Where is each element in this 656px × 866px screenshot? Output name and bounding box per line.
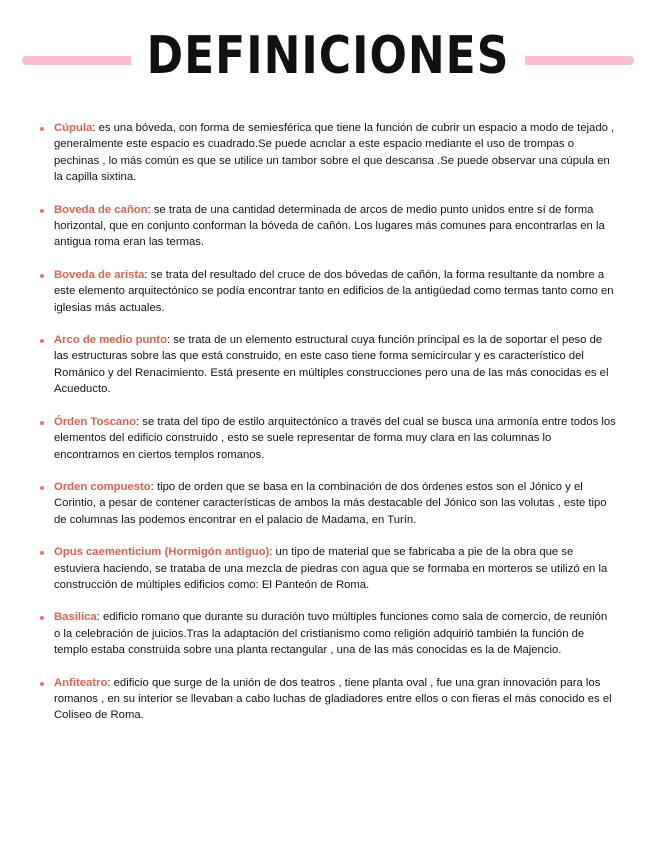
definition-text (54, 479, 616, 528)
bullet-icon (40, 682, 44, 686)
definition-term: Anfiteatro (54, 676, 108, 689)
page-title-wrap (0, 26, 656, 87)
bullet-icon (40, 127, 44, 131)
bullet-icon (40, 486, 44, 490)
definition-text (54, 332, 616, 398)
definition-term: Órden Toscano (54, 415, 137, 428)
definition-term: Boveda de arista (54, 268, 145, 281)
definition-term: Basilica (54, 611, 97, 624)
definition-entry (40, 332, 616, 398)
definition-body: : se trata del tipo de estilo arquitectónico a través del cual se busca una armonía entre todos los elementos del edificio construido , esto se suele representar de forma muy clara en las columnas lo encontramos en ciertos templos romanos. (54, 415, 616, 461)
definition-body: : es una bóveda, con forma de semiesférica que tiene la función de cubrir un espacio a modo de tejado , generalmente este espacio es cuadrado.Se puede acnclar a este espacio mediante el uso de trompas o pechinas , lo más común es que se utilice un tambor sobre el que descansa .Se puede observar una cúpula en la capilla sixtina. (54, 122, 615, 184)
bullet-icon (40, 209, 44, 213)
definition-body: : se trata de una cantidad determinada de arcos de medio punto unidos entre sí de forma horizontal, que en conjunto conforman la bóveda de cañón. Los lugares más comunes para encontrarlas en la antigua roma eran las termas. (54, 203, 605, 249)
definition-body: : un tipo de material que se fabricaba a pie de la obra que se estuviera haciendo, se trataba de una mezcla de piedras con agua que se formaba en morteros se utilizó en la construcción de múltiples edificios como: El Panteón de Roma. (54, 546, 608, 591)
definition-text (54, 609, 616, 658)
bullet-icon (40, 274, 44, 278)
definition-text (54, 202, 616, 251)
definition-text (54, 544, 616, 593)
definition-entry (40, 675, 616, 724)
definition-entry (40, 609, 616, 658)
definition-term: Boveda de cañon (54, 203, 148, 216)
definition-text (54, 120, 616, 186)
definition-body: : se trata de un elemento estructural cuya función principal es la de soportar el peso de las estructuras sobre las que está construido, en este caso tiene forma semicircular y es característico del Románico y del Renacimiento. Está presente en múltiples construcciones pero una de las más conocidas es el Acueducto. (54, 334, 609, 396)
bullet-icon (40, 551, 44, 555)
definition-term: Opus caementicium (Hormigón antiguo) (54, 546, 270, 559)
definition-text (54, 414, 616, 463)
definition-body: : tipo de orden que se basa en la combinación de dos órdenes estos son el Jónico y el Corintio, a pesar de contener características de ambos la más destacable del Jónico son las volutas , este tipo de columnas las podemos encontrar en el palacio de Madama, en Turín. (54, 480, 607, 526)
definition-term: Cúpula (54, 122, 93, 134)
document-header (0, 18, 656, 104)
definition-body: : se trata del resultado del cruce de dos bóvedas de cañón, la forma resultante da nombre a este elemento arquitectónico se podía encontrar tanto en edificios de la antigüedad como termas tanto como en iglesias más actuales. (54, 268, 614, 314)
definition-entry (40, 479, 616, 528)
bullet-icon (40, 339, 44, 343)
bullet-icon (40, 616, 44, 620)
page-title: DEFINICIONES (131, 26, 526, 86)
definition-term: Orden compuesto (54, 480, 151, 493)
document-page (0, 18, 656, 724)
definition-entry (40, 544, 616, 593)
definition-entry (40, 120, 616, 186)
definition-body: : edificio romano que durante su duración tuvo múltiples funciones como sala de comercio, de reunión o la celebración de juicios.Tras la adaptación del cristianismo como religión adquirió también la función de templo estaba construida sobre una planta rectangular , una de las más conocidas es la de Majencio. (54, 611, 608, 657)
definitions-list (0, 104, 656, 724)
definition-text (54, 675, 616, 724)
definition-entry (40, 267, 616, 316)
bullet-icon (40, 421, 44, 425)
definition-body: : edificio que surge de la unión de dos teatros , tiene planta oval , fue una gran innovación para los romanos , en su interior se llevaban a cabo luchas de gladiadores entre ellos o con fieras el más conocido es el Coliseo de Roma. (54, 676, 612, 722)
definition-entry (40, 414, 616, 463)
definition-term: Arco de medio punto (54, 334, 167, 347)
definition-entry (40, 202, 616, 251)
definition-text (54, 267, 616, 316)
